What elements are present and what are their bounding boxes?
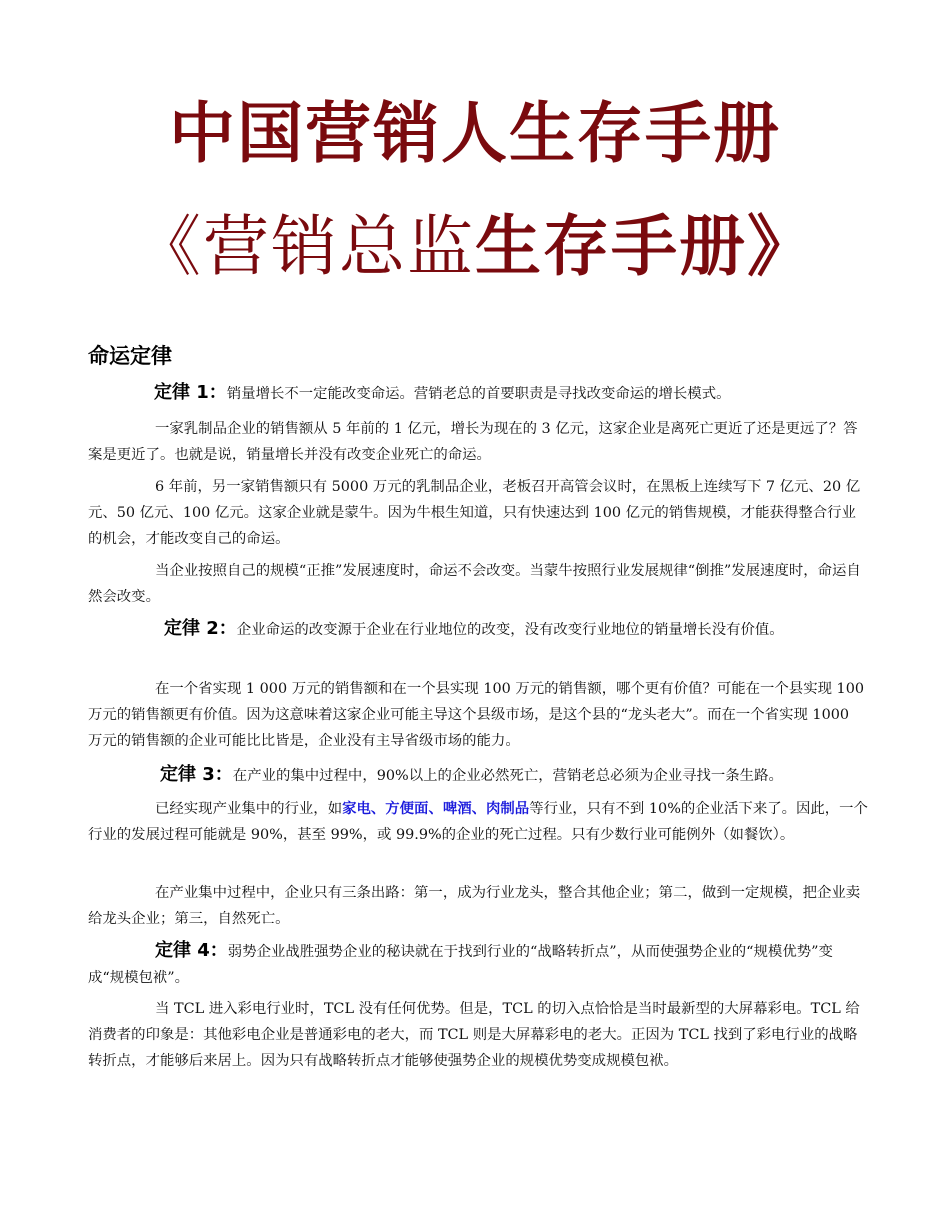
law-3-label: 定律 3： — [160, 764, 233, 785]
law-1-label: 定律 1： — [154, 382, 227, 403]
law-3-text: 在产业的集中过程中，90%以上的企业必然死亡，营销老总必须为企业寻找一条生路。 — [232, 768, 783, 784]
law-2-text: 企业命运的改变源于企业在行业地位的改变，没有改变行业地位的销量增长没有价值。 — [236, 622, 784, 638]
industry-highlight: 家电、方便面、啤酒、肉制品 — [342, 801, 530, 817]
paragraph-7: 当 TCL 进入彩电行业时，TCL 没有任何优势。但是，TCL 的切入点恰恰是当时最新型的大屏幕彩电。TCL 给消费者的印象是：其他彩电企业是普通彩电的老大，而 TCL 则是大屏幕彩电的老大。正因为 TCL 找到了彩电行业的战略转折点，才能够后来居上。因为只有战略转折点才能够使强势企业的规模优势变成规模包袱。 — [88, 1001, 860, 1069]
law-2-label: 定律 2： — [164, 618, 237, 639]
sub-title-part1: 《营销总监 — [135, 208, 475, 285]
section-heading: 命运定律 — [88, 344, 172, 368]
law-1 — [154, 380, 874, 407]
law-2 — [164, 616, 884, 643]
sub-title-part2: 生存手册》 — [475, 208, 815, 285]
paragraph-2: 6 年前，另一家销售额只有 5000 万元的乳制品企业，老板召开高管会议时，在黑板上连续写下 7 亿元、20 亿元、50 亿元、100 亿元。这家企业就是蒙牛。因为牛根生知道，只有快速达到 100 亿元的销售规模，才能获得整合行业的机会，才能改变自己的命运。 — [88, 479, 861, 547]
law-4-text: 弱势企业战胜强势企业的秘诀就在于找到行业的“战略转折点”，从而使强势企业的“规模优势”变成“规模包袱”。 — [88, 944, 833, 986]
paragraph-6: 在产业集中过程中，企业只有三条出路：第一，成为行业龙头，整合其他企业；第二，做到一定规模，把企业卖给龙头企业；第三，自然死亡。 — [88, 885, 861, 927]
law-4-label: 定律 4： — [155, 940, 228, 961]
paragraph-5-before: 已经实现产业集中的行业，如 — [155, 801, 343, 817]
main-title: 中国营销人生存手册 — [169, 95, 781, 172]
sub-title — [0, 202, 950, 292]
law-4 — [88, 938, 868, 991]
paragraph-5 — [88, 796, 868, 848]
law-1-text: 销量增长不一定能改变命运。营销老总的首要职责是寻找改变命运的增长模式。 — [226, 386, 731, 402]
paragraph-1: 一家乳制品企业的销售额从 5 年前的 1 亿元，增长为现在的 3 亿元，这家企业是离死亡更近了还是更远了？答案是更近了。也就是说，销量增长并没有改变企业死亡的命运。 — [88, 421, 858, 463]
paragraph-5-after: 等行业，只有不到 10%的企业活下来了。因此，一个行业的发展过程可能就是 90%，甚至 99%，或 99.9%的企业的死亡过程。只有少数行业可能例外（如餐饮）。 — [88, 801, 868, 843]
paragraph-4: 在一个省实现 1 000 万元的销售额和在一个县实现 100 万元的销售额，哪个更有价值？可能在一个县实现 100 万元的销售额更有价值。因为这意味着这家企业可能主导这个县级市场，是这个县的“龙头老大”。而在一个省实现 1000 万元的销售额的企业可能比比皆是，企业没有主导省级市场的能力。 — [88, 681, 865, 749]
paragraph-3: 当企业按照自己的规模“正推”发展速度时，命运不会改变。当蒙牛按照行业发展规律“倒推”发展速度时，命运自然会改变。 — [88, 563, 861, 605]
law-3 — [160, 762, 880, 789]
